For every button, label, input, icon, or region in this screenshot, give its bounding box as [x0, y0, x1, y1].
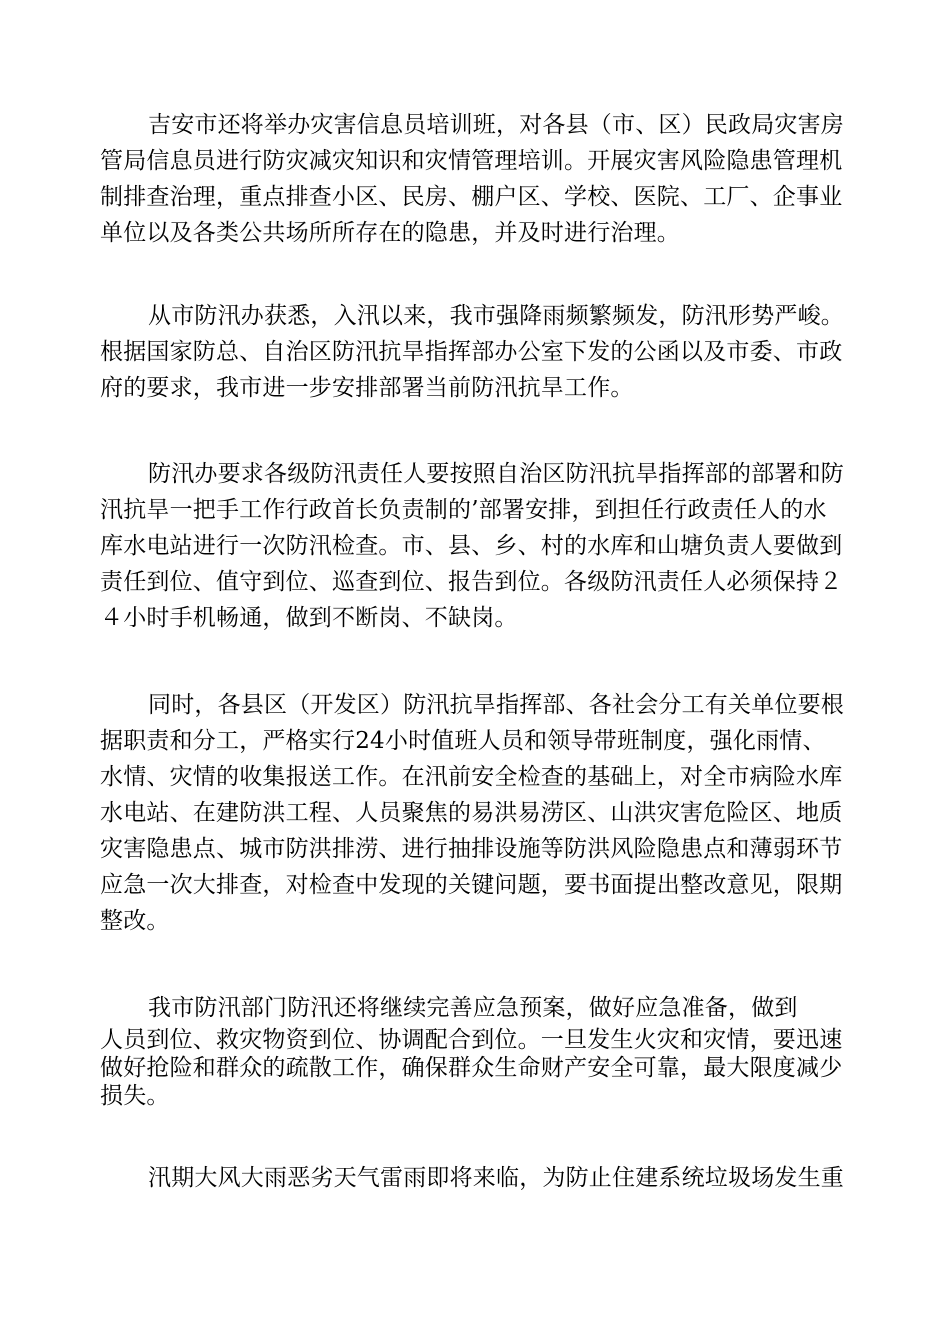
text-line: 应急一次大排查，对检查中发现的关键问题，要书面提出整改意见，限期 [100, 872, 843, 898]
paragraph-disaster-training [100, 107, 860, 251]
text-line: 府的要求，我市进一步安排部署当前防汛抗旱工作。 [100, 375, 634, 401]
text-line: 单位以及各类公共场所所存在的隐患，并及时进行治理。 [100, 220, 680, 246]
text-line: 整改。 [100, 908, 170, 934]
paragraph-duty-inspection [100, 687, 860, 939]
paragraph-responsibility [100, 456, 860, 636]
text-line: 汛期大风大雨恶劣天气雷雨即将来临，为防止住建系统垃圾场发生重 [148, 1165, 844, 1191]
text-line: 责任到位、值守到位、巡查到位、报告到位。各级防汛责任人必须保持２ [100, 569, 843, 595]
text-line: 损失。 [100, 1083, 170, 1109]
text-line: 我市防汛部门防汛还将继续完善应急预案，做好应急准备，做到 [148, 995, 798, 1021]
text-line: 做好抢险和群众的疏散工作，确保群众生命财产安全可靠，最大限度减少 [100, 1055, 843, 1081]
text-line: 水电站、在建防洪工程、人员聚焦的易洪易涝区、山洪灾害危险区、地质 [100, 800, 843, 826]
text-line: 库水电站进行一次防汛检查。市、县、乡、村的水库和山塘负责人要做到 [100, 533, 843, 559]
text-line: 据职责和分工，严格实行24小时值班人员和领导带班制度，强化雨情、 [100, 728, 826, 754]
text-line: 根据国家防总、自治区防汛抗旱指挥部办公室下发的公函以及市委、市政 [100, 339, 843, 365]
paragraph-weather-warning [100, 1160, 860, 1196]
text-line: 水情、灾情的收集报送工作。在汛前安全检查的基础上，对全市病险水库 [100, 764, 843, 790]
text-line: 制排查治理，重点排查小区、民房、棚户区、学校、医院、工厂、企事业 [100, 184, 843, 210]
paragraph-emergency-plan [100, 990, 860, 1110]
text-line: 汛抗旱一把手工作行政首长负责制的’部署安排，到担任行政责任人的水 [100, 497, 827, 523]
text-line: 防汛办要求各级防汛责任人要按照自治区防汛抗旱指挥部的部署和防 [148, 461, 844, 487]
text-line: 人员到位、救灾物资到位、协调配合到位。一旦发生火灾和灾情，要迅速 [100, 1027, 843, 1053]
text-line: ４小时手机畅通，做到不断岗、不缺岗。 [100, 605, 518, 631]
text-line: 吉安市还将举办灾害信息员培训班，对各县（市、区）民政局灾害房 [148, 112, 844, 138]
text-line: 从市防汛办获悉，入汛以来，我市强降雨频繁频发，防汛形势严峻。 [148, 303, 844, 329]
text-line: 管局信息员进行防灾减灾知识和灾情管理培训。开展灾害风险隐患管理机 [100, 148, 843, 174]
text-line: 灾害隐患点、城市防洪排涝、进行抽排设施等防洪风险隐患点和薄弱环节 [100, 836, 843, 862]
text-line: 同时，各县区（开发区）防汛抗旱指挥部、各社会分工有关单位要根 [148, 692, 844, 718]
paragraph-flood-situation [100, 298, 860, 406]
